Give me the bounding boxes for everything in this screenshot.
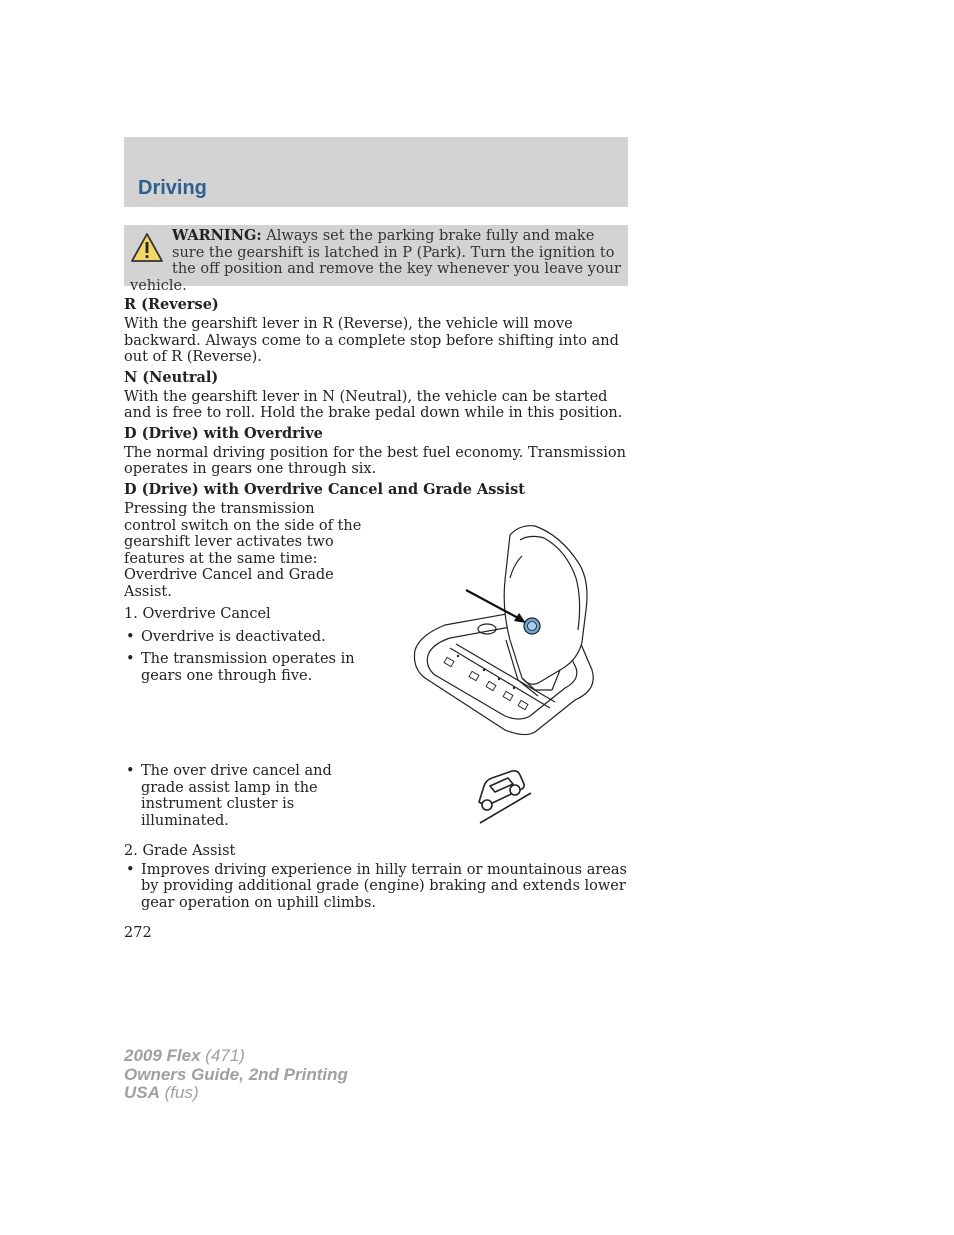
warning-box — [124, 225, 628, 294]
heading-drive-cancel: D (Drive) with Overdrive Cancel and Grade Assist — [124, 480, 525, 498]
footer-line-2: Owners Guide, 2nd Printing — [124, 1064, 348, 1084]
warning-triangle-icon — [130, 231, 164, 265]
footer-line-1: 2009 Flex (471) — [124, 1046, 245, 1065]
header-band — [124, 137, 628, 207]
grade-assist-lamp-icon — [470, 768, 534, 826]
gearshift-illustration — [410, 520, 600, 736]
body-neutral: With the gearshift lever in N (Neutral), the vehicle can be started and is free to roll. Hold the brake pedal down while in this position. — [124, 388, 623, 421]
heading-reverse: R (Reverse) — [124, 296, 219, 313]
warning-text: Always set the parking brake fully and make sure the gearshift is latched in P (Park). Turn the ignition to the off position and remove the key whenever you leave your vehicle. — [130, 228, 621, 294]
list-item: • Overdrive is deactivated. — [124, 629, 369, 646]
footer-line-3: USA (fus) — [124, 1083, 199, 1102]
page-number: 272 — [124, 925, 152, 941]
item-overdrive-cancel: 1. Overdrive Cancel — [124, 606, 271, 622]
lamp-note — [124, 763, 374, 829]
item-grade-assist: 2. Grade Assist — [124, 843, 236, 859]
list-item: • The transmission operates in gears one through five. — [124, 651, 369, 684]
body-reverse: With the gearshift lever in R (Reverse), the vehicle will move backward. Always come to a complete stop before shifting into and out of R (Reverse). — [124, 316, 619, 365]
left-column — [124, 501, 369, 684]
main-content — [124, 296, 630, 498]
list-item: • Improves driving experience in hilly terrain or mountainous areas by providing additional grade (engine) braking and extends lower gear operation on uphill climbs. — [124, 862, 630, 912]
page-title: Driving — [138, 177, 207, 199]
grade-assist-section — [124, 843, 630, 911]
intro-paragraph: Pressing the transmission control switch on the side of the gearshift lever activates two features at the same time: Overdrive Cancel and Grade Assist. — [124, 501, 362, 600]
list-item: • The over drive cancel and grade assist lamp in the instrument cluster is illuminated. — [124, 763, 374, 829]
heading-drive: D (Drive) with Overdrive — [124, 424, 323, 442]
heading-neutral: N (Neutral) — [124, 368, 219, 386]
warning-label: WARNING: — [172, 227, 262, 244]
footer — [124, 1047, 348, 1103]
body-drive: The normal driving position for the best fuel economy. Transmission operates in gears one through six. — [124, 444, 626, 477]
